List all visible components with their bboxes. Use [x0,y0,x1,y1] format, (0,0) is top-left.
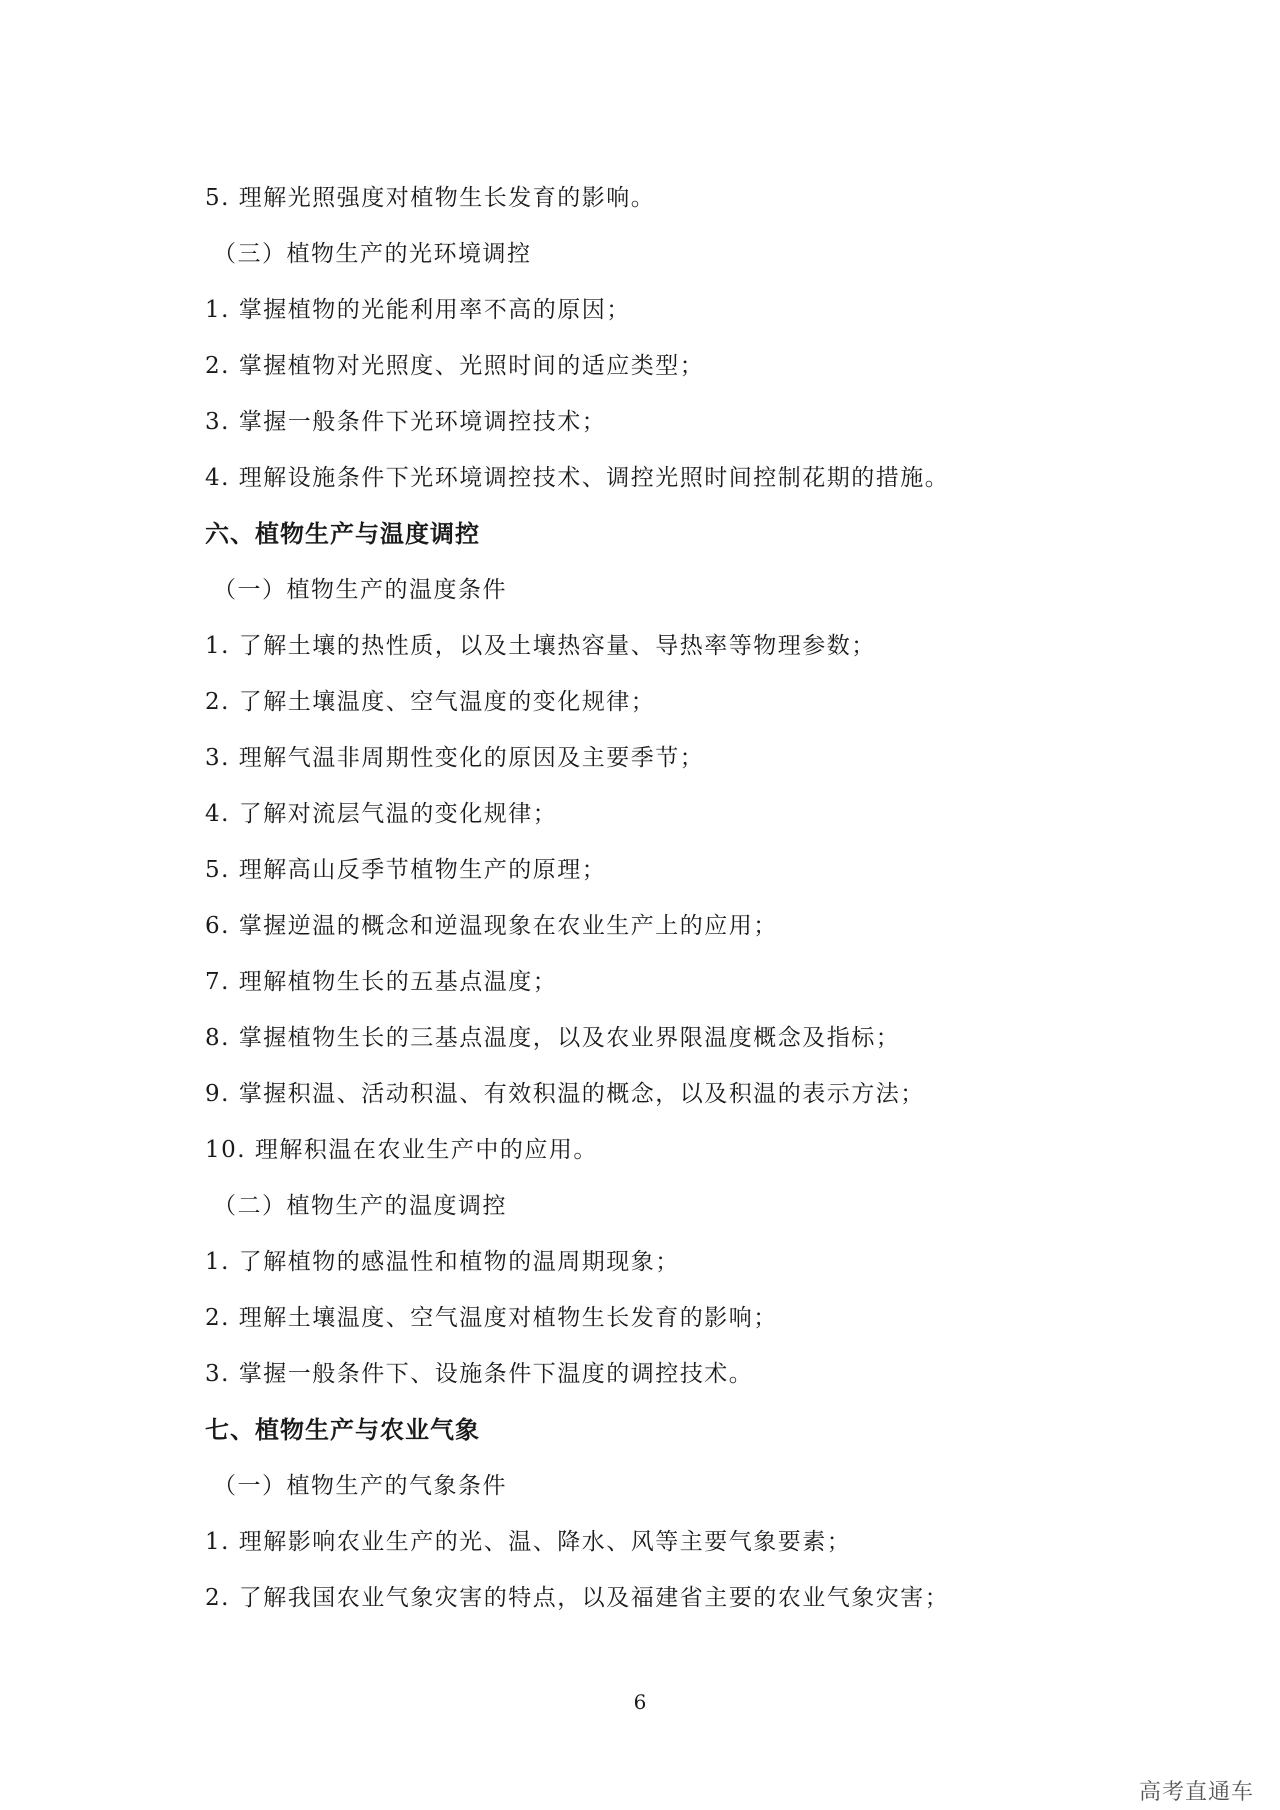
section-heading: 七、植物生产与农业气象 [205,1416,480,1444]
list-item: 2. 掌握植物对光照度、光照时间的适应类型； [205,353,705,379]
list-item: 5. 理解高山反季节植物生产的原理； [205,857,607,883]
list-item: 3. 理解气温非周期性变化的原因及主要季节； [205,745,705,771]
list-item: 1. 了解植物的感温性和植物的温周期现象； [205,1249,680,1275]
list-item: 7. 理解植物生长的五基点温度； [205,969,558,995]
list-item: 4. 理解设施条件下光环境调控技术、调控光照时间控制花期的措施。 [205,465,950,491]
list-item: 1. 了解土壤的热性质，以及土壤热容量、导热率等物理参数； [205,633,876,659]
list-item: 9. 掌握积温、活动积温、有效积温的概念，以及积温的表示方法； [205,1081,925,1107]
list-item: 3. 掌握一般条件下、设施条件下温度的调控技术。 [205,1361,754,1387]
list-item: 4. 了解对流层气温的变化规律； [205,801,558,827]
watermark-text: 高考直通车 [1138,1780,1254,1805]
list-item: 8. 掌握植物生长的三基点温度，以及农业界限温度概念及指标； [205,1025,901,1051]
list-item: 1. 掌握植物的光能利用率不高的原因； [205,297,631,323]
list-item: 1. 理解影响农业生产的光、温、降水、风等主要气象要素； [205,1529,852,1555]
subsection-heading: （三）植物生产的光环境调控 [213,241,532,267]
subsection-heading: （一）植物生产的气象条件 [213,1473,507,1499]
subsection-heading: （二）植物生产的温度调控 [213,1193,507,1219]
page-number: 6 [633,1690,647,1714]
list-item: 3. 掌握一般条件下光环境调控技术； [205,409,607,435]
section-heading: 六、植物生产与温度调控 [205,520,480,548]
subsection-heading: （一）植物生产的温度条件 [213,577,507,603]
list-item: 10. 理解积温在农业生产中的应用。 [205,1137,598,1163]
list-item: 6. 掌握逆温的概念和逆温现象在农业生产上的应用； [205,913,778,939]
document-body [205,170,1105,1626]
list-item: 2. 理解土壤温度、空气温度对植物生长发育的影响； [205,1305,778,1331]
list-item: 2. 了解土壤温度、空气温度的变化规律； [205,689,656,715]
list-item: 5. 理解光照强度对植物生长发育的影响。 [205,185,656,211]
list-item: 2. 了解我国农业气象灾害的特点，以及福建省主要的农业气象灾害； [205,1585,950,1611]
